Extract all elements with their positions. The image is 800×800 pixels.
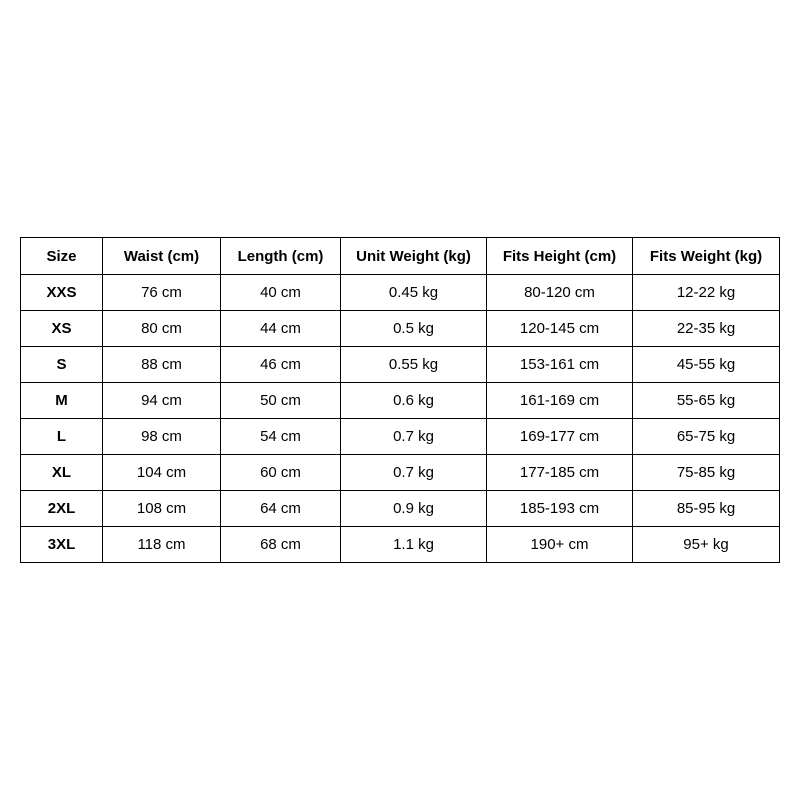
- length-cell: 54 cm: [221, 419, 341, 455]
- fits-weight-cell: 12-22 kg: [633, 275, 780, 311]
- table-row: [21, 419, 780, 455]
- fits-height-cell: 153-161 cm: [487, 347, 633, 383]
- size-cell: L: [21, 419, 103, 455]
- fits-weight-cell: 85-95 kg: [633, 491, 780, 527]
- table-header-row: [21, 238, 780, 275]
- unit-weight-cell: 0.9 kg: [341, 491, 487, 527]
- fits-weight-cell: 65-75 kg: [633, 419, 780, 455]
- table-row: [21, 491, 780, 527]
- header-length: Length (cm): [221, 238, 341, 275]
- size-cell: M: [21, 383, 103, 419]
- table-row: [21, 383, 780, 419]
- table-row: [21, 275, 780, 311]
- unit-weight-cell: 0.55 kg: [341, 347, 487, 383]
- header-fits-height: Fits Height (cm): [487, 238, 633, 275]
- length-cell: 50 cm: [221, 383, 341, 419]
- header-waist: Waist (cm): [103, 238, 221, 275]
- table-row: [21, 527, 780, 563]
- header-size: Size: [21, 238, 103, 275]
- fits-height-cell: 161-169 cm: [487, 383, 633, 419]
- size-cell: XS: [21, 311, 103, 347]
- table-row: [21, 347, 780, 383]
- unit-weight-cell: 0.5 kg: [341, 311, 487, 347]
- waist-cell: 80 cm: [103, 311, 221, 347]
- waist-cell: 108 cm: [103, 491, 221, 527]
- size-chart-table: [20, 237, 780, 563]
- length-cell: 40 cm: [221, 275, 341, 311]
- fits-weight-cell: 45-55 kg: [633, 347, 780, 383]
- header-fits-weight: Fits Weight (kg): [633, 238, 780, 275]
- fits-height-cell: 190+ cm: [487, 527, 633, 563]
- unit-weight-cell: 0.45 kg: [341, 275, 487, 311]
- fits-weight-cell: 75-85 kg: [633, 455, 780, 491]
- fits-height-cell: 80-120 cm: [487, 275, 633, 311]
- table-row: [21, 455, 780, 491]
- length-cell: 64 cm: [221, 491, 341, 527]
- waist-cell: 118 cm: [103, 527, 221, 563]
- waist-cell: 76 cm: [103, 275, 221, 311]
- unit-weight-cell: 0.7 kg: [341, 419, 487, 455]
- fits-weight-cell: 55-65 kg: [633, 383, 780, 419]
- fits-weight-cell: 22-35 kg: [633, 311, 780, 347]
- fits-height-cell: 185-193 cm: [487, 491, 633, 527]
- header-unit-weight: Unit Weight (kg): [341, 238, 487, 275]
- fits-height-cell: 169-177 cm: [487, 419, 633, 455]
- fits-height-cell: 120-145 cm: [487, 311, 633, 347]
- unit-weight-cell: 0.6 kg: [341, 383, 487, 419]
- unit-weight-cell: 0.7 kg: [341, 455, 487, 491]
- waist-cell: 98 cm: [103, 419, 221, 455]
- length-cell: 68 cm: [221, 527, 341, 563]
- waist-cell: 104 cm: [103, 455, 221, 491]
- size-cell: 3XL: [21, 527, 103, 563]
- size-cell: XL: [21, 455, 103, 491]
- unit-weight-cell: 1.1 kg: [341, 527, 487, 563]
- table-row: [21, 311, 780, 347]
- size-cell: XXS: [21, 275, 103, 311]
- length-cell: 60 cm: [221, 455, 341, 491]
- size-cell: 2XL: [21, 491, 103, 527]
- fits-height-cell: 177-185 cm: [487, 455, 633, 491]
- size-cell: S: [21, 347, 103, 383]
- length-cell: 44 cm: [221, 311, 341, 347]
- fits-weight-cell: 95+ kg: [633, 527, 780, 563]
- length-cell: 46 cm: [221, 347, 341, 383]
- waist-cell: 94 cm: [103, 383, 221, 419]
- waist-cell: 88 cm: [103, 347, 221, 383]
